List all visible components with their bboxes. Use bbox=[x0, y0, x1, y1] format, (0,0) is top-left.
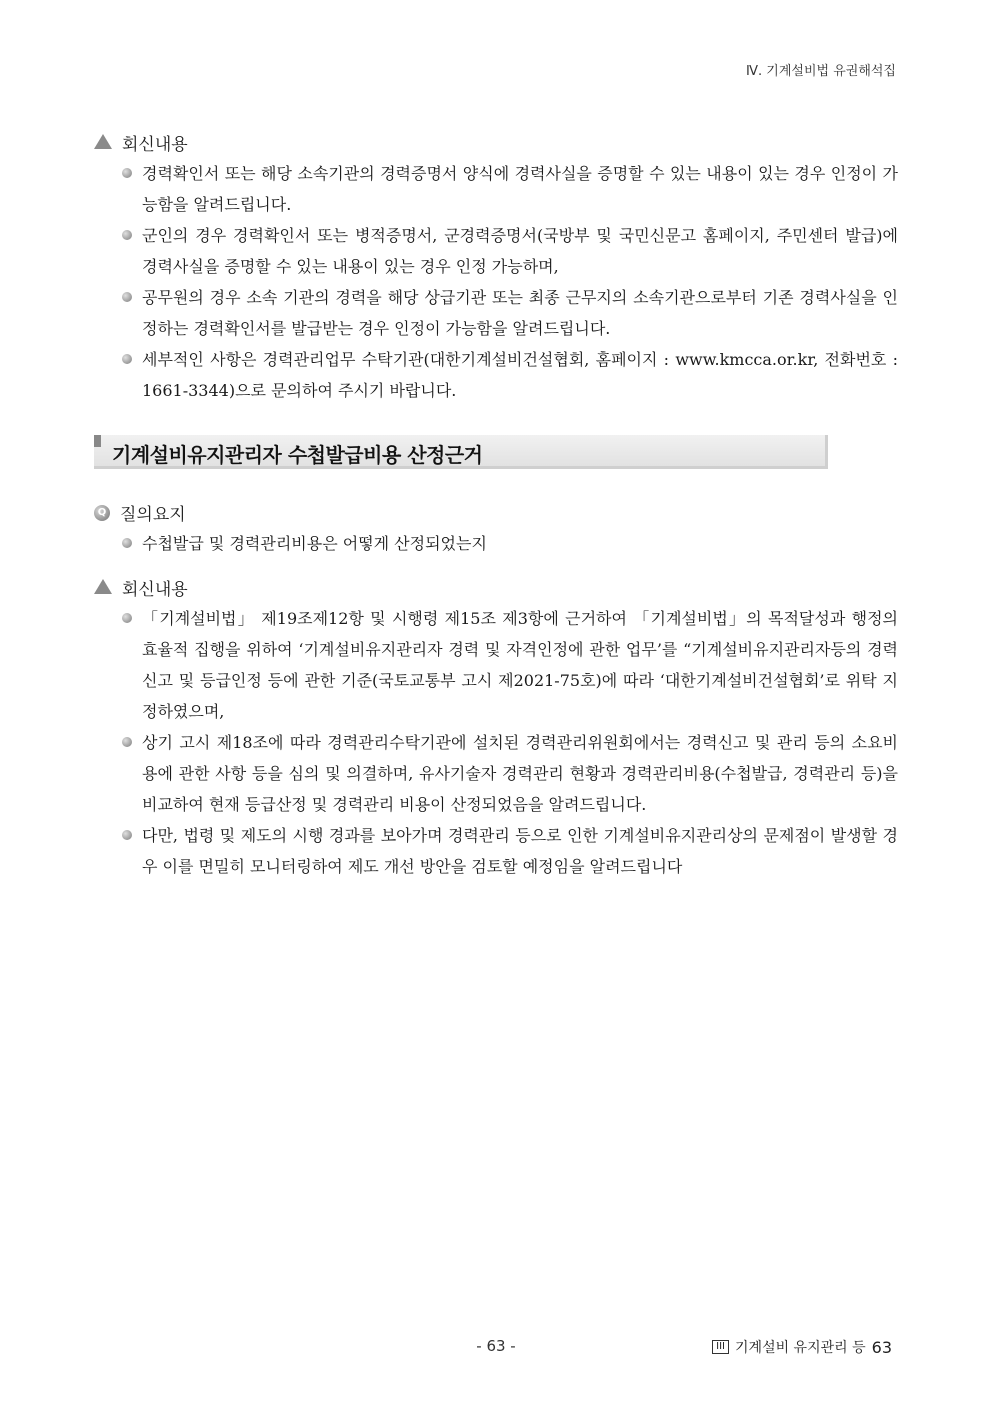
bullet-icon bbox=[122, 737, 132, 747]
list-item: 경력확인서 또는 해당 소속기관의 경력증명서 양식에 경력사실을 증명할 수 있는 내용이 있는 경우 인정이 가능함을 알려드립니다. bbox=[122, 158, 898, 220]
triangle-icon bbox=[94, 134, 112, 149]
answer-list bbox=[122, 603, 898, 882]
answer-heading-label: 회신내용 bbox=[122, 580, 188, 600]
section-title: 기계설비유지관리자 수첩발급비용 산정근거 bbox=[112, 443, 483, 467]
list-item: 상기 고시 제18조에 따라 경력관리수탁기관에 설치된 경력관리위원회에서는 경력신고 및 관리 등의 소요비용에 관한 사항 등을 심의 및 의결하며, 유사기술자 경력관리 현황과 경력관리비용(수첩발급, 경력관리 등)을 비교하여 현재 등급산정 및 경력관리 비용이 산정되었음을 알려드립니다. bbox=[122, 727, 898, 820]
list-item: 다만, 법령 및 제도의 시행 경과를 보아가며 경력관리 등으로 인한 기계설비유지관리상의 문제점이 발생할 경우 이를 면밀히 모니터링하여 제도 개선 방안을 검토할 예정임을 알려드립니다 bbox=[122, 820, 898, 882]
section-title-bar bbox=[94, 435, 828, 469]
bullet-icon bbox=[122, 538, 132, 548]
question-heading-label: 질의요지 bbox=[120, 505, 186, 525]
answer-heading bbox=[94, 130, 188, 155]
chapter-box: III bbox=[712, 1340, 729, 1354]
chapter-title: 기계설비 유지관리 등 bbox=[735, 1340, 866, 1356]
triangle-icon bbox=[94, 579, 112, 594]
bullet-icon bbox=[122, 292, 132, 302]
bullet-icon bbox=[122, 354, 132, 364]
bullet-icon bbox=[122, 613, 132, 623]
question-heading bbox=[94, 500, 186, 525]
list-item: 「기계설비법」 제19조제12항 및 시행령 제15조 제3항에 근거하여 「기계설비법」의 목적달성과 행정의 효율적 집행을 위하여 ‘기계설비유지관리자 경력 및 자격인정에 관한 업무’를 “기계설비유지관리자등의 경력신고 및 등급인정 등에 관한 기준(국토교통부 고시 제2021-75호)에 따라 ‘대한기계설비건설협회’로 위탁 지정하였으며, bbox=[122, 603, 898, 727]
footer-chapter bbox=[712, 1337, 892, 1357]
section-mark bbox=[94, 435, 101, 447]
bullet-icon bbox=[122, 830, 132, 840]
list-item: 공무원의 경우 소속 기관의 경력을 해당 상급기관 또는 최종 근무지의 소속기관으로부터 기존 경력사실을 인정하는 경력확인서를 발급받는 경우 인정이 가능함을 알려드립니다. bbox=[122, 282, 898, 344]
page-number-center: - 63 - bbox=[476, 1337, 516, 1355]
list-item: 수첩발급 및 경력관리비용은 어떻게 산정되었는지 bbox=[122, 528, 898, 559]
answer-heading-label: 회신내용 bbox=[122, 135, 188, 155]
running-header: Ⅳ. 기계설비법 유권해석집 bbox=[746, 64, 896, 79]
answer-list bbox=[122, 158, 898, 406]
answer-heading bbox=[94, 575, 188, 600]
question-list bbox=[122, 528, 898, 559]
question-icon: Q bbox=[94, 505, 110, 521]
bullet-icon bbox=[122, 168, 132, 178]
bullet-icon bbox=[122, 230, 132, 240]
list-item: 세부적인 사항은 경력관리업무 수탁기관(대한기계설비건설협회, 홈페이지 : www.kmcca.or.kr, 전화번호 : 1661-3344)으로 문의하여 주시기 바랍니다. bbox=[122, 344, 898, 406]
page-number: 63 bbox=[871, 1337, 892, 1357]
list-item: 군인의 경우 경력확인서 또는 병적증명서, 군경력증명서(국방부 및 국민신문고 홈페이지, 주민센터 발급)에 경력사실을 증명할 수 있는 내용이 있는 경우 인정 가능하며, bbox=[122, 220, 898, 282]
